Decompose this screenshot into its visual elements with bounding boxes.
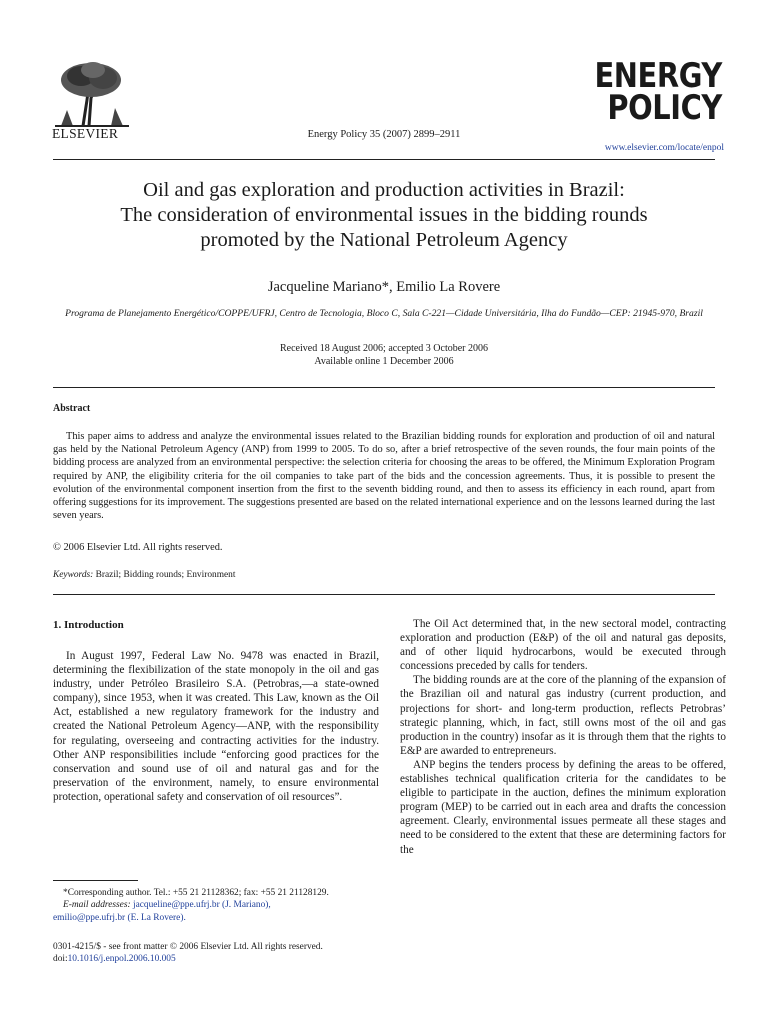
received-date: Received 18 August 2006; accepted 3 October 2006 — [280, 343, 488, 354]
article-title — [60, 178, 708, 253]
email-link-mariano[interactable]: jacqueline@ppe.ufrj.br (J. Mariano), — [132, 900, 271, 911]
section-heading-introduction: 1. Introduction — [53, 619, 124, 631]
journal-logo-line1: ENERGY — [594, 56, 722, 96]
affiliation: Programa de Planejamento Energético/COPPE/UFRJ, Centro de Tecnologia, Bloco C, Sala C-221—Cidade Universitária, Ilha do Fundão—CEP: 21945-970, Brazil — [65, 308, 703, 319]
abstract-copyright: © 2006 Elsevier Ltd. All rights reserved. — [53, 542, 223, 553]
title-line-1: Oil and gas exploration and production activities in Brazil: — [143, 179, 625, 201]
title-rule — [53, 387, 715, 388]
available-date: Available online 1 December 2006 — [314, 356, 454, 367]
article-dates — [0, 342, 768, 368]
paragraph: In August 1997, Federal Law No. 9478 was enacted in Brazil, determining the flexibilization of the state monopoly in the oil and gas industry, under Petróleo Brasileiro S.A. (Petrobras,—a state-owned company), since 1953, when it was created. This Law, known as the Oil Act, established a new regulatory framework for the industry and created the National Petroleum Agency—ANP, with the responsibility for regulating, overseeing and contracting activities for the industry. Other ANP responsibilities include “enforcing good practices for the conservation and sound use of oil and natural gas and for the preservation of the environment, namely, to ensure environmental protection, operational safety and conservation of oil resources”. — [53, 650, 379, 803]
elsevier-tree-logo — [53, 60, 131, 128]
journal-url-link[interactable]: www.elsevier.com/locate/enpol — [604, 143, 724, 153]
footnote — [53, 887, 379, 924]
paragraph: The Oil Act determined that, in the new sectoral model, contracting exploration and production (E&P) of the oil and natural gas deposits, and of other liquid hydrocarbons, would be executed through concessions preceded by calls for tenders. — [400, 618, 726, 673]
abstract-body: This paper aims to address and analyze the environmental issues related to the Brazilian bidding rounds for exploration and production of oil and natural gas held by the National Petroleum Agency (ANP) from 1999 to 2005. To do so, after a brief retrospective of the seven rounds, the four main points of the bidding process are analyzed from an environmental perspective: the selection criteria for choosing the areas to be offered, the Minimum Exploration Program required by ANP, the eligibility criteria for the oil companies to take part of the bids and the concession agreements. Thus, it is possible to present the evolution of the environmental component insertion from the first to the seventh bidding round, and then to assess its efficiency in each round, apart from offering suggestions for its improvement. The suggestions presented are based on the related international experience and on the lessons learned during the last seven years. — [53, 431, 715, 522]
doi-label: doi: — [53, 954, 68, 965]
email-label: E-mail addresses: — [63, 900, 131, 911]
paragraph: The bidding rounds are at the core of the planning of the expansion of the Brazilian oil and natural gas industry (current production, and projections for short- and long-term production, reflects Petrobras’ strategic planning, which, in fact, still owns most of the oil and gas production in the country) insofar as it is through them that the rights to E&P are awarded to entrepreneurs. — [400, 674, 726, 757]
journal-logo — [594, 56, 722, 128]
title-line-3: promoted by the National Petroleum Agency — [200, 229, 568, 251]
front-matter — [53, 941, 379, 966]
authors: Jacqueline Mariano*, Emilio La Rovere — [267, 279, 501, 295]
publisher-name: ELSEVIER — [52, 126, 119, 141]
doi-link[interactable]: 10.1016/j.enpol.2006.10.005 — [67, 954, 176, 965]
keywords-label: Keywords: — [53, 570, 94, 580]
issn-line: 0301-4215/$ - see front matter © 2006 Elsevier Ltd. All rights reserved. — [53, 942, 323, 952]
journal-citation: Energy Policy 35 (2007) 2899–2911 — [307, 129, 461, 140]
abstract-rule — [53, 594, 715, 595]
footnote-rule — [53, 880, 138, 881]
corresponding-author: *Corresponding author. Tel.: +55 21 21128362; fax: +55 21 21128129. — [63, 888, 329, 898]
right-column — [400, 617, 726, 857]
keywords — [53, 570, 235, 580]
left-column — [53, 649, 379, 804]
journal-logo-line2: POLICY — [607, 88, 722, 128]
keywords-list: Brazil; Bidding rounds; Environment — [95, 570, 236, 580]
title-line-2: The consideration of environmental issues in the bidding rounds — [120, 204, 648, 226]
email-link-la-rovere[interactable]: emilio@ppe.ufrj.br (E. La Rovere). — [53, 912, 186, 923]
paragraph: ANP begins the tenders process by defining the areas to be offered, establishes technical qualification criteria for the candidates to be eligible to participate in the auction, defines the minimum exploration program (MEP) to be carried out in each area and drafts the concession agreement. Clearly, environmental issues permeate all these stages and need to be considered to the extent that these are determining factors for the — [400, 758, 726, 856]
header-rule — [53, 159, 715, 160]
abstract-heading: Abstract — [53, 403, 91, 414]
